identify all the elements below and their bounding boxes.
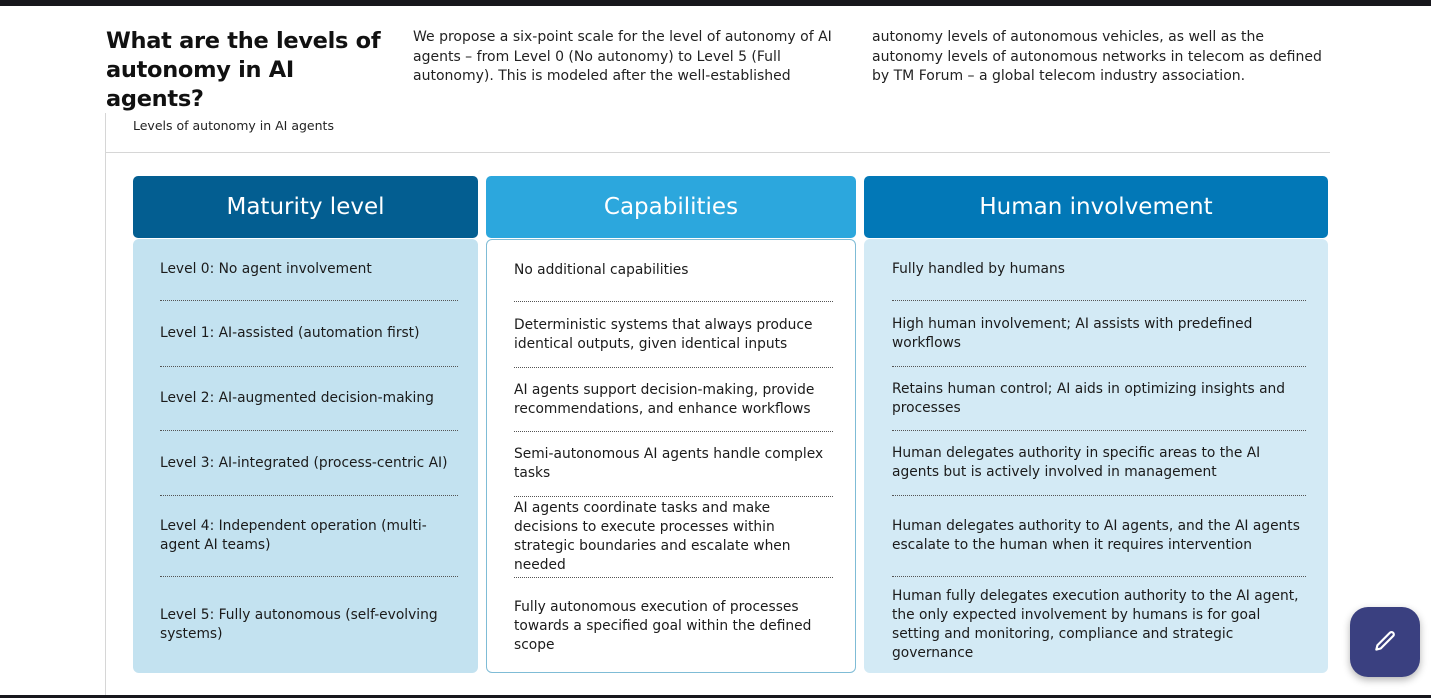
table-cell: Level 2: AI-augmented decision-making [160, 367, 458, 431]
intro-text-left: We propose a six-point scale for the level of autonomy of AI agents – from Level 0 (No autonomy) to Level 5 (Full autonomy). This is modeled after the well-established [413, 29, 832, 84]
table-cell: AI agents coordinate tasks and make decisions to execute processes within strategic boundaries and escalate when needed [514, 497, 833, 578]
table-cell: Level 3: AI-integrated (process-centric AI) [160, 431, 458, 496]
table-cell: Deterministic systems that always produce identical outputs, given identical inputs [514, 302, 833, 368]
pencil-icon [1372, 629, 1398, 655]
edit-button[interactable] [1350, 607, 1420, 677]
table-cell: Level 5: Fully autonomous (self-evolving systems) [160, 607, 438, 642]
figure-caption: Levels of autonomy in AI agents [133, 118, 334, 133]
table-cell: Fully autonomous execution of processes towards a specified goal within the defined scope [514, 598, 812, 653]
column-maturity-level [133, 176, 478, 673]
table-cell: Retains human control; AI aids in optimizing insights and processes [892, 367, 1306, 431]
table-cell: High human involvement; AI assists with predefined workflows [892, 301, 1306, 367]
table-cell: Human delegates authority in specific areas to the AI agents but is actively involved in management [892, 431, 1306, 496]
table-cell: Human delegates authority to AI agents, and the AI agents escalate to the human when it requires intervention [892, 496, 1306, 577]
table-cell: Level 1: AI-assisted (automation first) [160, 301, 458, 367]
figure-frame-border [105, 113, 106, 698]
column-header: Maturity level [133, 176, 478, 238]
column-header: Capabilities [486, 176, 856, 238]
page-title: What are the levels of autonomy in AI agents? [106, 28, 381, 112]
column-header: Human involvement [864, 176, 1328, 238]
table-cell: Human fully delegates execution authority to the AI agent, the only expected involvement by humans is for goal setting and monitoring, compliance and strategic governance [892, 588, 1299, 661]
column-capabilities [486, 176, 856, 673]
column-human-involvement [864, 176, 1328, 673]
table-cell: Level 0: No agent involvement [160, 239, 458, 301]
intro-text-right: autonomy levels of autonomous vehicles, as well as the autonomy levels of autonomous networks in telecom as defined by TM Forum – a global telecom industry association. [872, 29, 1322, 84]
table-cell: AI agents support decision-making, provide recommendations, and enhance workflows [514, 368, 833, 432]
table-cell: No additional capabilities [514, 240, 833, 302]
table-cell: Fully handled by humans [892, 239, 1306, 301]
table-cell: Level 4: Independent operation (multi-agent AI teams) [160, 496, 458, 577]
top-bar [0, 0, 1431, 6]
table-cell: Semi-autonomous AI agents handle complex tasks [514, 432, 833, 497]
caption-divider [105, 152, 1330, 153]
